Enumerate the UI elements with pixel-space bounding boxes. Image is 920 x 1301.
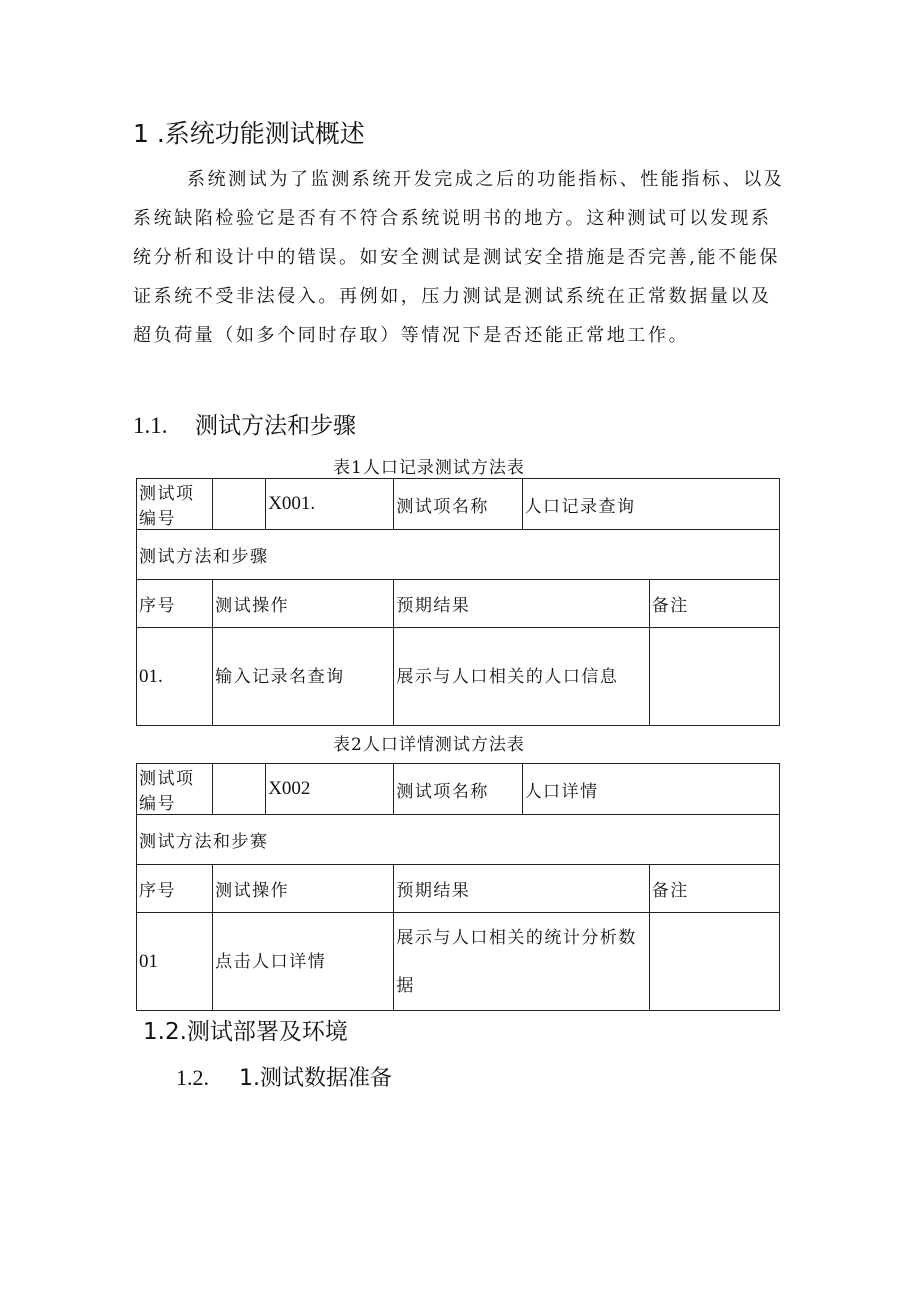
row-operation: 输入记录名查询 [213,628,394,726]
test-method-table-1 [136,478,780,726]
header-seq: 序号 [137,580,213,628]
row-note [649,913,779,1011]
row-expected: 展示与人口相关的统计分析数据 [394,913,649,1011]
table2-caption: 表2人口详情测试方法表 [333,735,525,755]
section-heading-1: 1 .系统功能测试概述 [133,119,365,148]
section-heading-1-2-1 [176,1061,392,1092]
section-number: 1.1. [133,413,168,438]
id-value: X001. [266,479,394,530]
id-spacer [213,764,266,815]
method-label: 测试方法和步骤 [137,530,780,580]
header-expected: 预期结果 [394,865,649,913]
section-title: 1.测试数据准备 [239,1066,392,1091]
section-title: 测试方法和步骤 [195,413,356,439]
name-label: 测试项名称 [394,479,522,530]
row-operation: 点击人口详情 [213,913,394,1011]
overview-paragraph [133,160,788,355]
name-value: 人口详情 [522,764,779,815]
row-expected: 展示与人口相关的人口信息 [394,628,649,726]
row-seq: 01 [137,913,213,1011]
name-value: 人口记录查询 [522,479,779,530]
header-note: 备注 [649,865,779,913]
id-label: 测试项编号 [137,764,213,815]
section-heading-1-1 [133,407,356,440]
name-label: 测试项名称 [394,764,522,815]
header-operation: 测试操作 [213,865,394,913]
test-method-table-2 [136,763,780,1011]
header-expected: 预期结果 [394,580,649,628]
row-note [649,628,779,726]
id-label: 测试项编号 [137,479,213,530]
header-note: 备注 [649,580,779,628]
row-seq: 01. [137,628,213,726]
method-label: 测试方法和步赛 [137,815,780,865]
id-spacer [213,479,266,530]
header-operation: 测试操作 [213,580,394,628]
overview-paragraph-text: 系统测试为了监测系统开发完成之后的功能指标、性能指标、以及系统缺陷检验它是否有不符合系统说明书的地方。这种测试可以发现系统分析和设计中的错误。如安全测试是测试安全措施是否完善,能不能保证系统不受非法侵入。再例如，压力测试是测试系统在正常数据量以及超负荷量（如多个同时存取）等情况下是否还能正常地工作。 [133,169,785,346]
section-number: 1.2. [176,1065,209,1090]
table1-caption: 表1人口记录测试方法表 [333,458,525,478]
section-heading-1-2: 1.2.测试部署及环境 [143,1019,348,1045]
header-seq: 序号 [137,865,213,913]
id-value: X002 [266,764,394,815]
